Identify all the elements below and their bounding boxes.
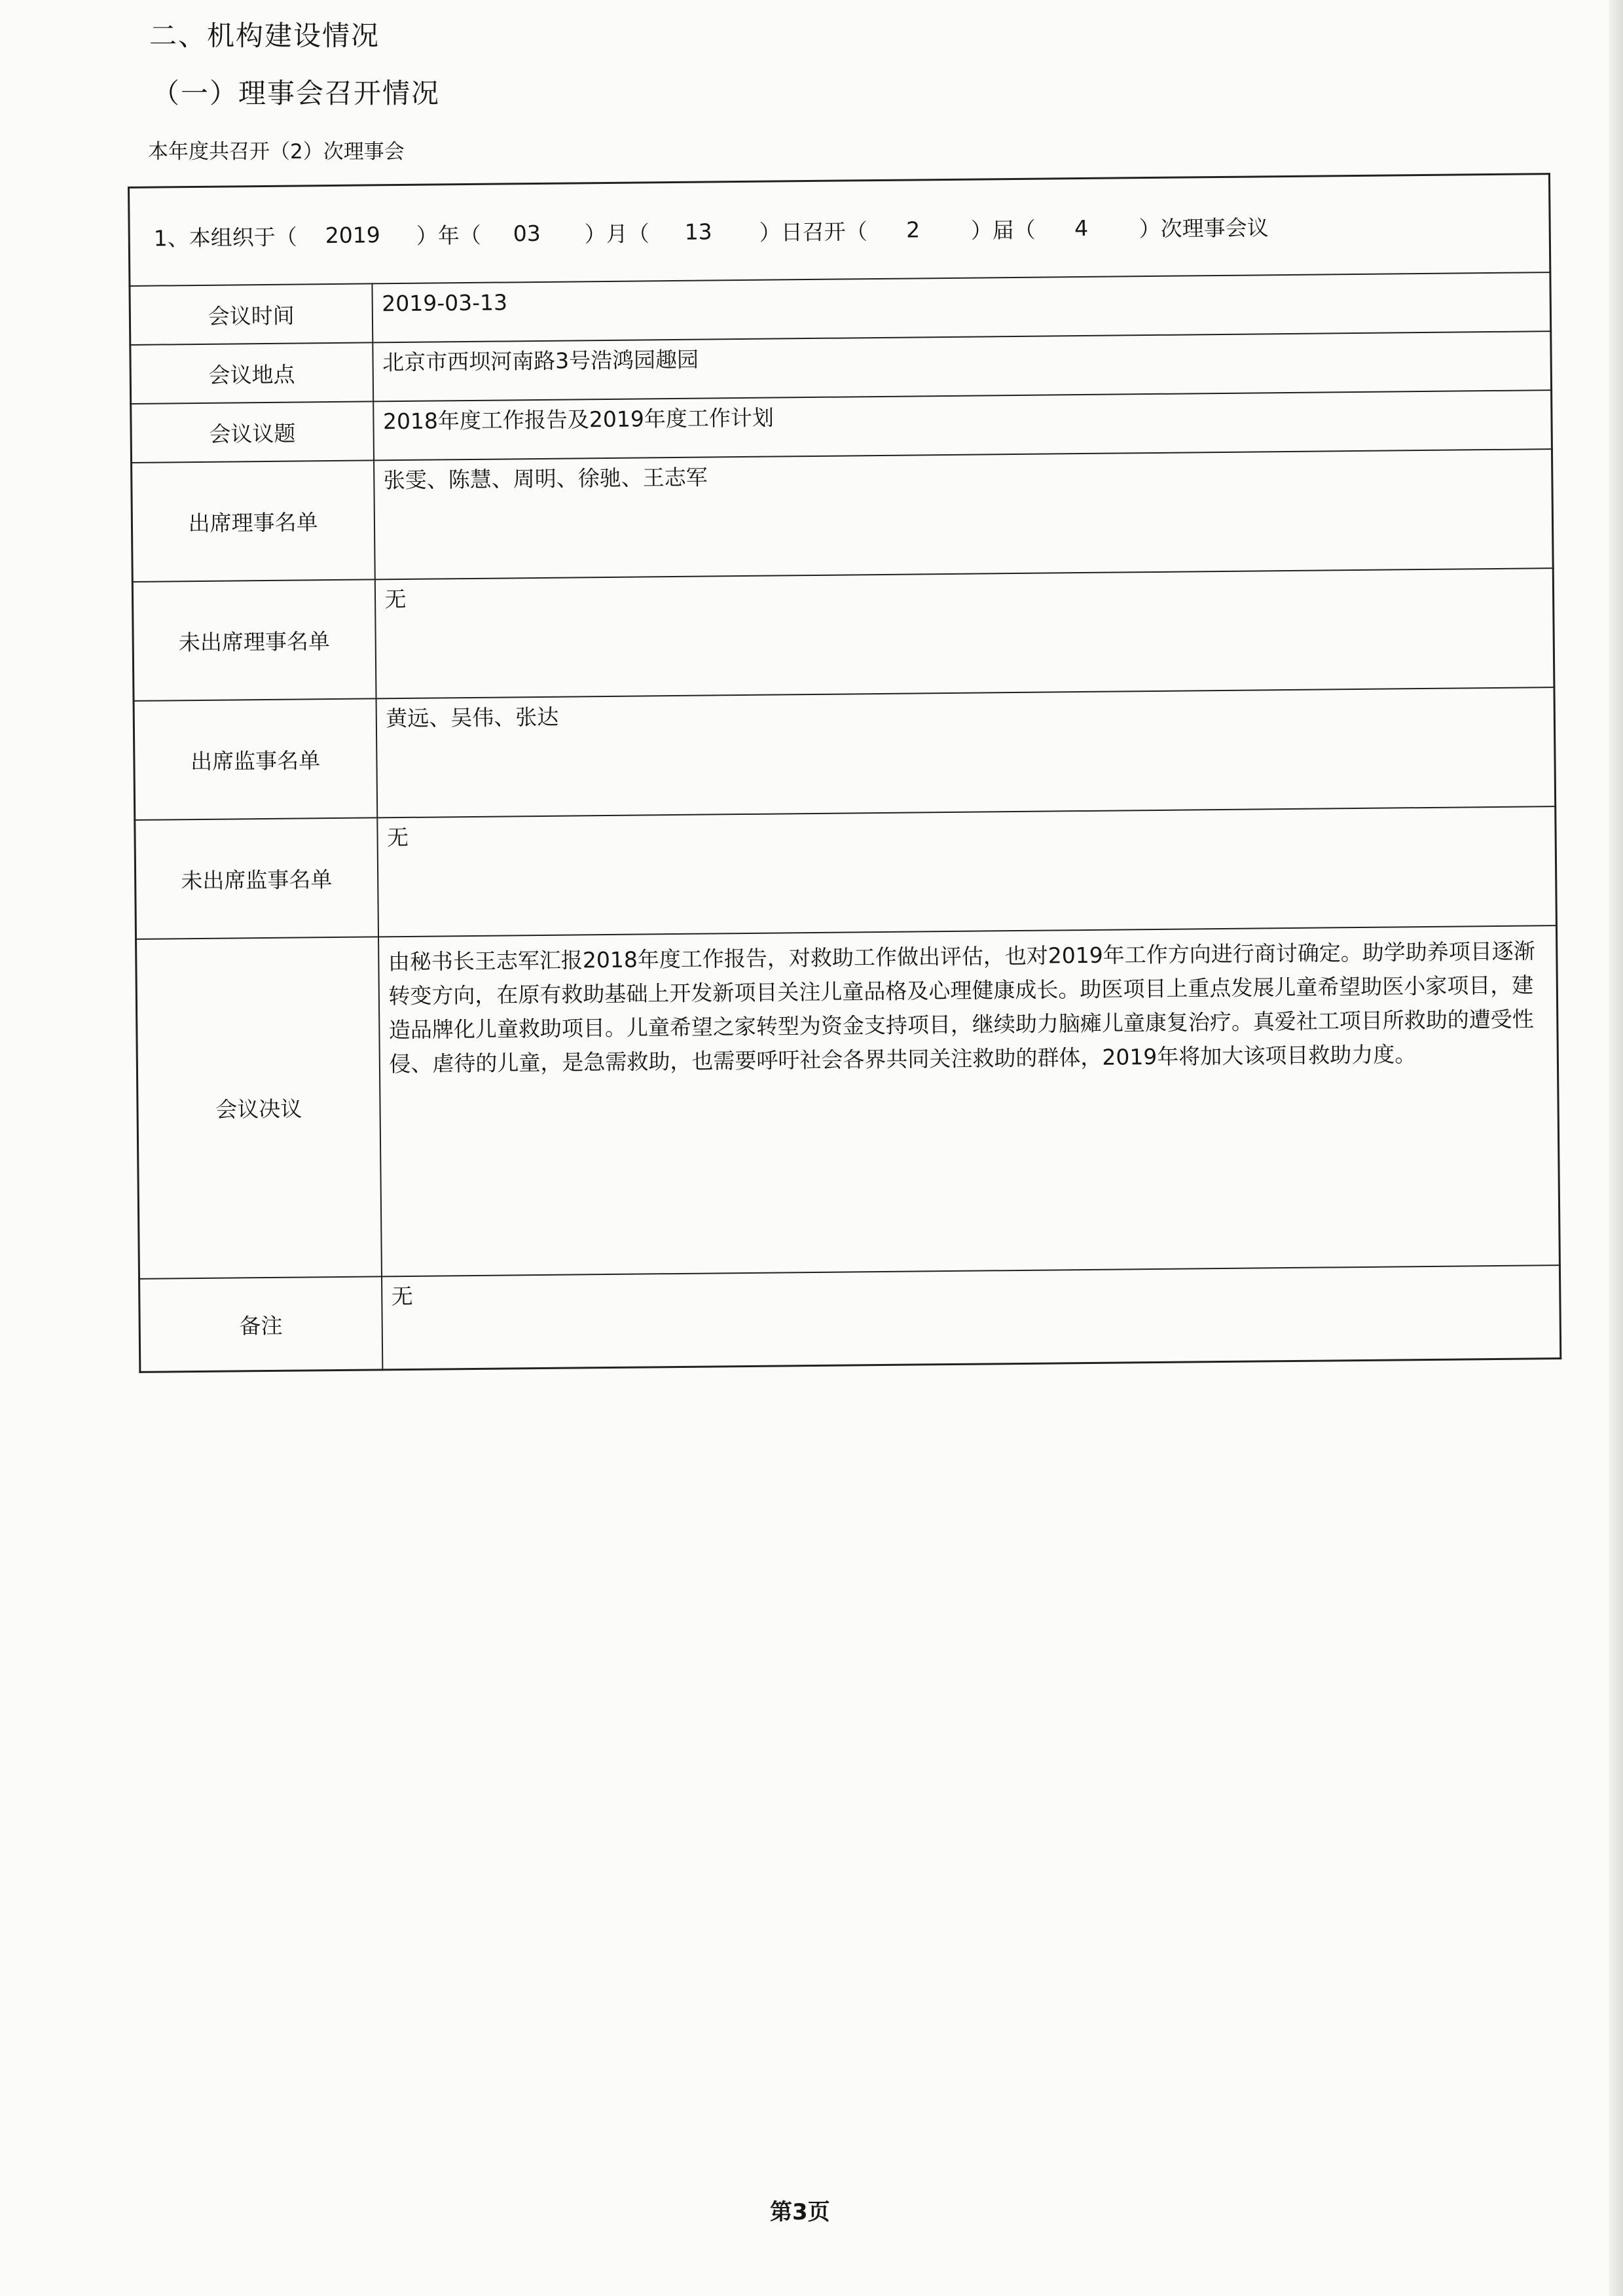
attending-supervisors-value: 黄远、吴伟、张达 (376, 687, 1556, 817)
header-text-1: 1、本组织于（ (153, 224, 297, 251)
meeting-time-value: 2019-03-13 (372, 272, 1551, 342)
remarks-label: 备注 (139, 1276, 382, 1372)
absent-directors-value: 无 (374, 568, 1554, 698)
header-session-value: 2 (905, 216, 921, 243)
absent-supervisors-row (135, 806, 1557, 939)
absent-supervisors-value: 无 (377, 806, 1557, 937)
meeting-location-value: 北京市西坝河南路3号浩鸿园趣园 (373, 331, 1552, 401)
attending-directors-value: 张雯、陈慧、周明、徐驰、王志军 (374, 449, 1554, 579)
absent-supervisors-label: 未出席监事名单 (135, 817, 378, 939)
meeting-header-cell (129, 174, 1550, 286)
meeting-header-line (154, 208, 1549, 252)
header-text-6: ）次理事会议 (1139, 214, 1269, 242)
header-day-value: 13 (684, 218, 712, 245)
header-text-2: ）年（ (416, 222, 481, 249)
meeting-location-label: 会议地点 (130, 342, 373, 404)
meeting-header-row (129, 174, 1550, 286)
meeting-table (128, 173, 1561, 1373)
attending-supervisors-row (134, 687, 1556, 820)
subsection-title: （一）理事会召开情况 (152, 77, 441, 109)
header-year-value: 2019 (325, 221, 380, 248)
header-text-4: ）日召开（ (759, 218, 867, 245)
scan-page-edge (1609, 0, 1623, 2296)
resolution-value: 由秘书长王志军汇报2018年度工作报告，对救助工作做出评估，也对2019年工作方向进行商讨确定。助学助养项目逐渐转变方向，在原有救助基础上开发新项目关注儿童品格及心理健康成长。助医项目上重点发展儿童希望助医小家项目，建造品牌化儿童救助项目。儿童希望之家转型为资金支持项目，继续助力脑瘫儿童康复治疗。真爱社工项目所救助的遭受性侵、虐待的儿童，是急需救助，也需要呼吁社会各界共同关注救助的群体，2019年将加大该项目救助力度。 (378, 925, 1560, 1276)
header-number-value: 4 (1074, 215, 1089, 241)
meeting-count-line: 本年度共召开（2）次理事会 (148, 140, 405, 164)
header-text-5: ）届（ (970, 217, 1036, 243)
page-number: 第3页 (770, 2199, 830, 2225)
attending-supervisors-label: 出席监事名单 (134, 698, 377, 820)
resolution-row (136, 925, 1560, 1279)
header-text-3: ）月（ (584, 220, 649, 247)
meeting-topic-label: 会议议题 (131, 401, 374, 463)
absent-directors-row (132, 568, 1554, 701)
section-title: 二、机构建设情况 (149, 20, 380, 52)
remarks-row (139, 1265, 1561, 1372)
board-meeting-form (128, 173, 1559, 1378)
meeting-topic-value: 2018年度工作报告及2019年度工作计划 (373, 390, 1552, 460)
remarks-value: 无 (382, 1265, 1561, 1370)
absent-directors-label: 未出席理事名单 (132, 579, 376, 701)
meeting-time-label: 会议时间 (130, 283, 373, 345)
attending-directors-row (132, 449, 1554, 582)
resolution-label: 会议决议 (136, 937, 382, 1279)
header-month-value: 03 (513, 220, 541, 246)
attending-directors-label: 出席理事名单 (132, 460, 375, 582)
